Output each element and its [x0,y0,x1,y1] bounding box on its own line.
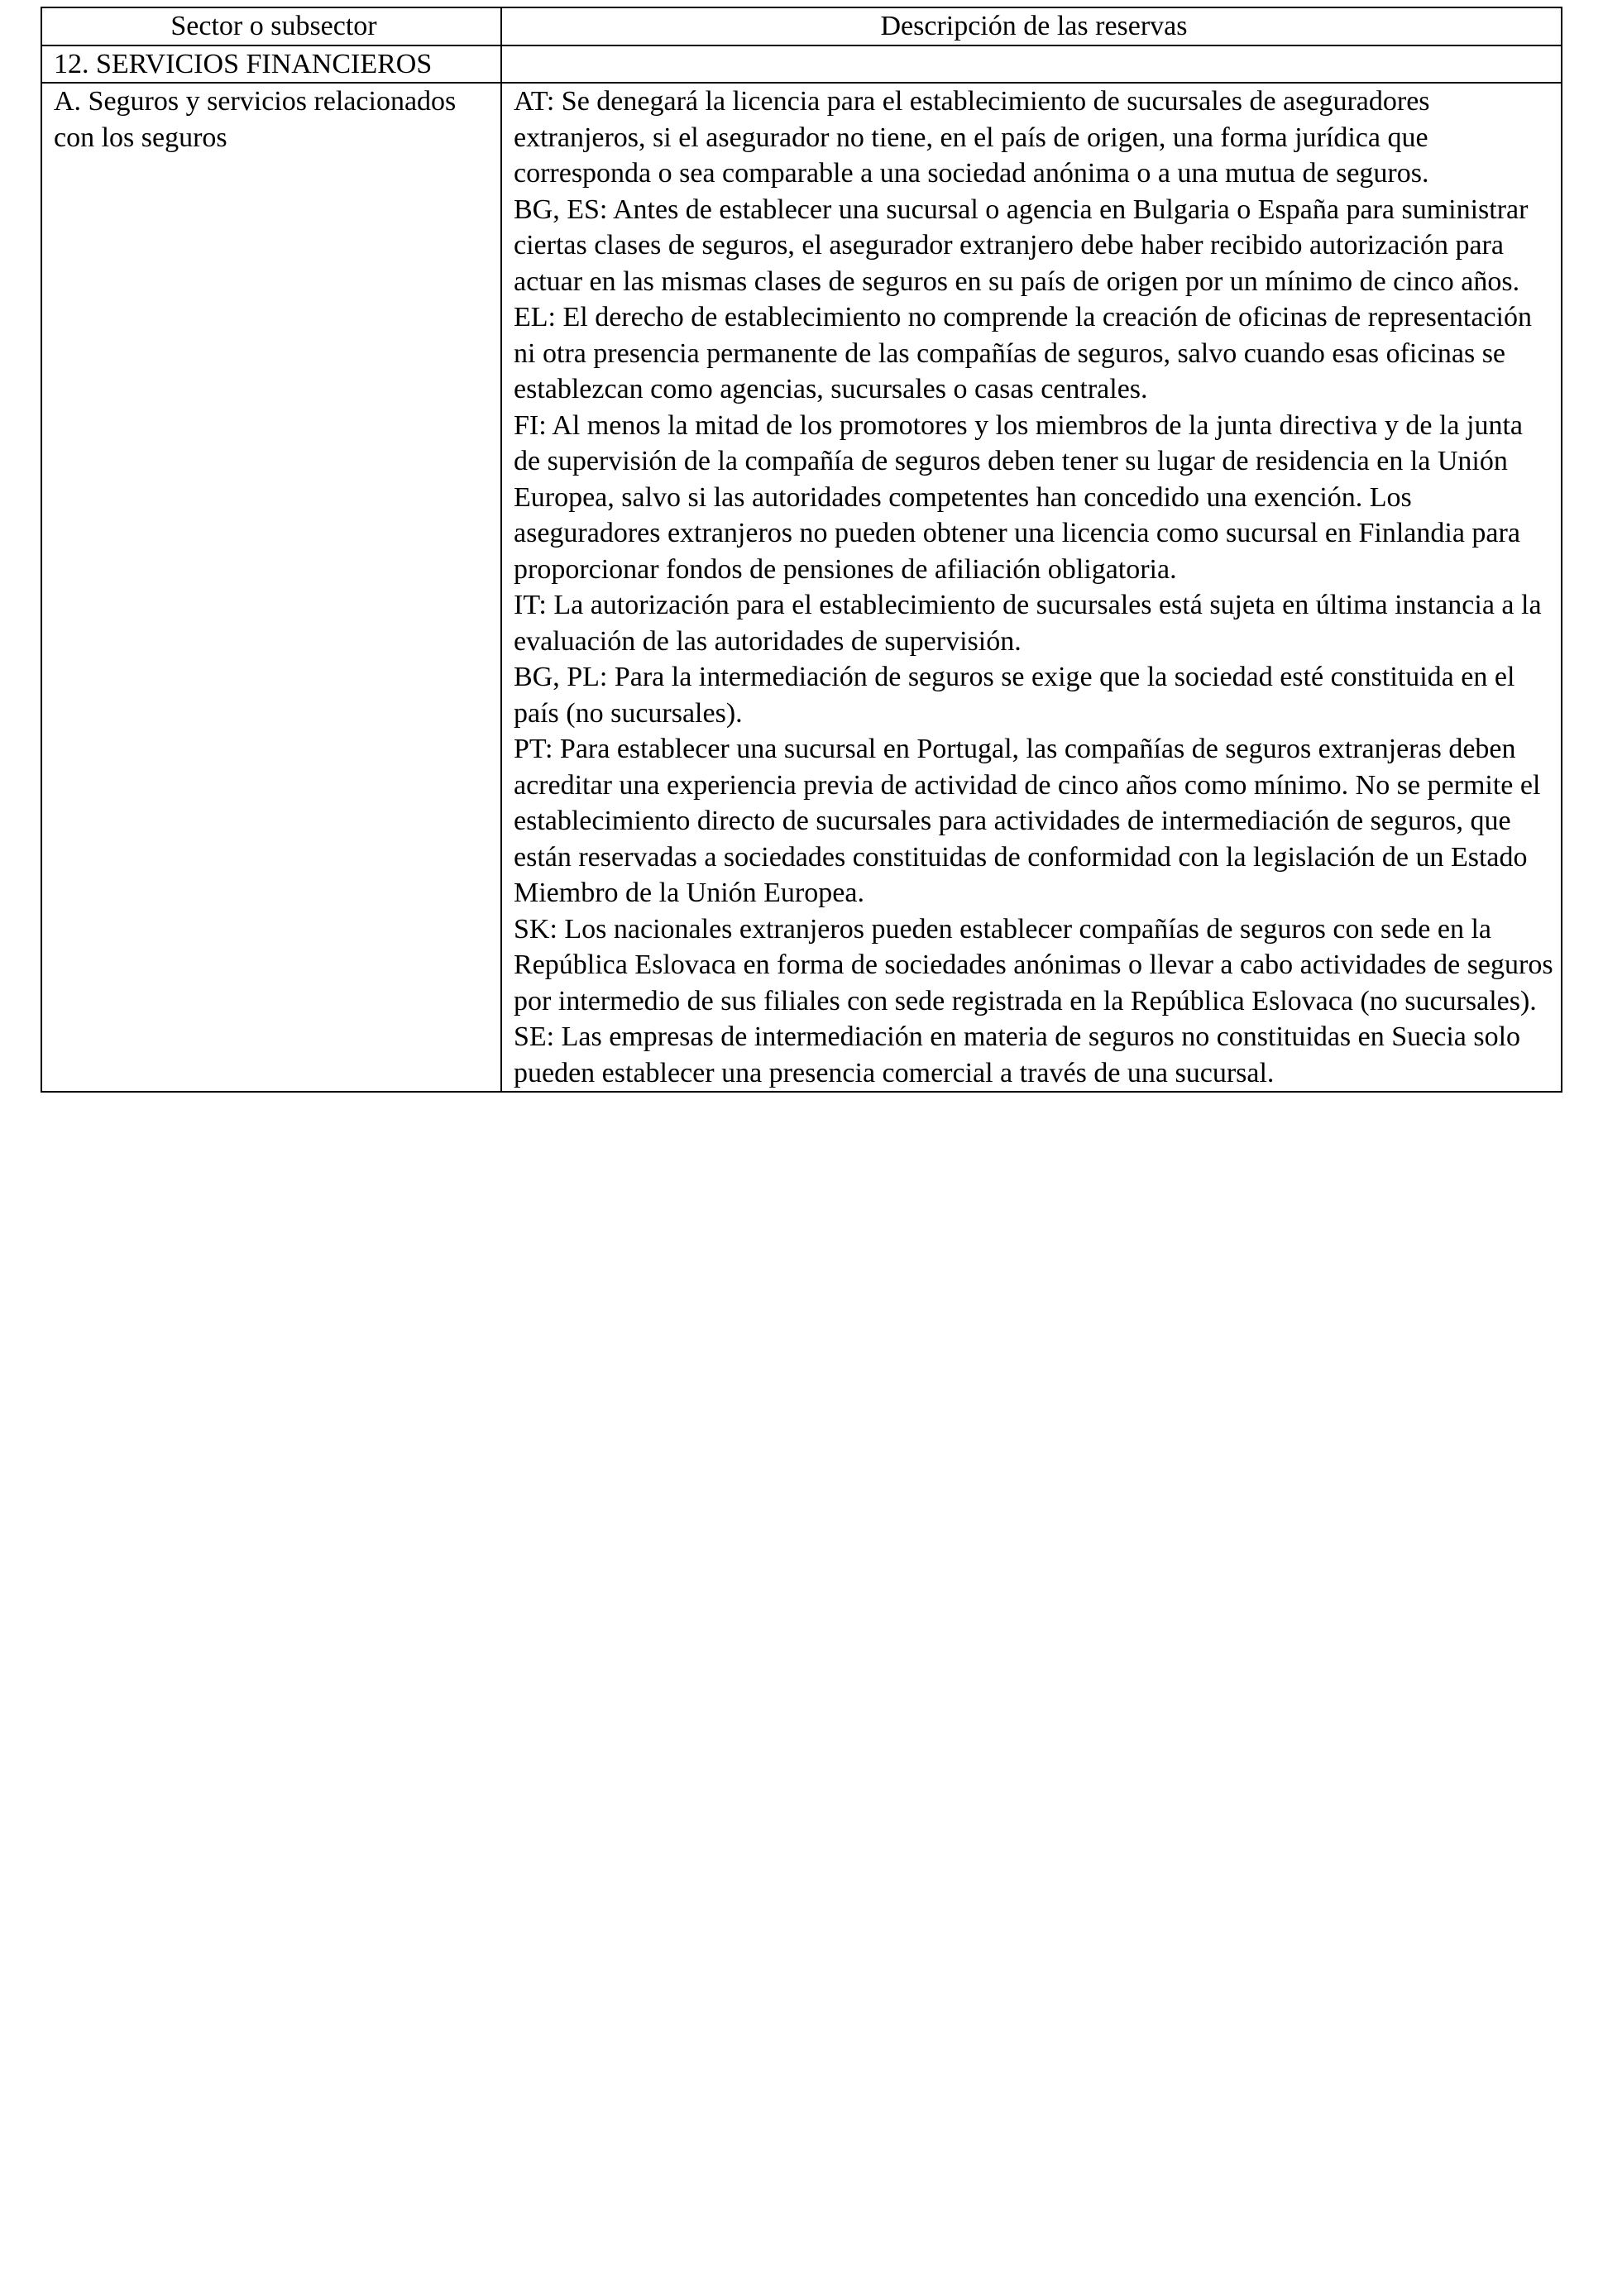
reservation-paragraph-sk: SK: Los nacionales extranjeros pueden establecer compañías de seguros con sede en la República Eslovaca en forma de sociedades anónimas o llevar a cabo actividades de seguros por intermedio de sus filiales con sede registrada en la República Eslovaca (no sucursales). [514,913,1553,1016]
section-empty-cell [501,45,1562,84]
document-page [41,7,1561,1093]
header-sector: Sector o subsector [41,7,501,45]
section-row [41,45,1562,84]
table-header-row [41,7,1562,45]
description-cell [501,83,1562,1092]
reservations-table [41,7,1562,1093]
section-title: 12. SERVICIOS FINANCIEROS [41,45,501,84]
reservation-paragraph-el: EL: El derecho de establecimiento no comprende la creación de oficinas de representación ni otra presencia permanente de las compañías de seguros, salvo cuando esas oficinas se establezcan como agencias, sucursales o casas centrales. [514,302,1532,404]
reservation-paragraph-bg-es: BG, ES: Antes de establecer una sucursal o agencia en Bulgaria o España para suministrar ciertas clases de seguros, el asegurador extranjero debe haber recibido autorización para actuar en las mismas clases de seguros en su país de origen por un mínimo de cinco años. [514,194,1529,297]
reservation-paragraph-fi: FI: Al menos la mitad de los promotores y los miembros de la junta directiva y de la junta de supervisión de la compañía de seguros deben tener su lugar de residencia en la Unión Europea, salvo si las autoridades competentes han concedido una exención. Los aseguradores extranjeros no pueden obtener una licencia como sucursal en Finlandia para proporcionar fondos de pensiones de afiliación obligatoria. [514,409,1523,585]
header-description: Descripción de las reservas [501,7,1562,45]
reservation-paragraph-se: SE: Las empresas de intermediación en materia de seguros no constituidas en Suecia solo pueden establecer una presencia comercial a través de una sucursal. [514,1021,1521,1088]
table-row [41,83,1562,1092]
reservation-paragraph-at: AT: Se denegará la licencia para el establecimiento de sucursales de aseguradores extranjeros, si el asegurador no tiene, en el país de origen, una forma jurídica que corresponda o sea comparable a una sociedad anónima o a una mutua de seguros. [514,86,1430,189]
reservation-paragraph-it: IT: La autorización para el establecimiento de sucursales está sujeta en última instancia a la evaluación de las autoridades de supervisión. [514,590,1542,657]
sector-cell: A. Seguros y servicios relacionados con los seguros [41,83,501,1092]
reservation-paragraph-bg-pl: BG, PL: Para la intermediación de seguros se exige que la sociedad esté constituida en el país (no sucursales). [514,662,1515,729]
reservation-paragraph-pt: PT: Para establecer una sucursal en Portugal, las compañías de seguros extranjeras deben acreditar una experiencia previa de actividad de cinco años como mínimo. No se permite el establecimiento directo de sucursales para actividades de intermediación de seguros, que están reservadas a sociedades constituidas de conformidad con la legislación de un Estado Miembro de la Unión Europea. [514,734,1541,908]
